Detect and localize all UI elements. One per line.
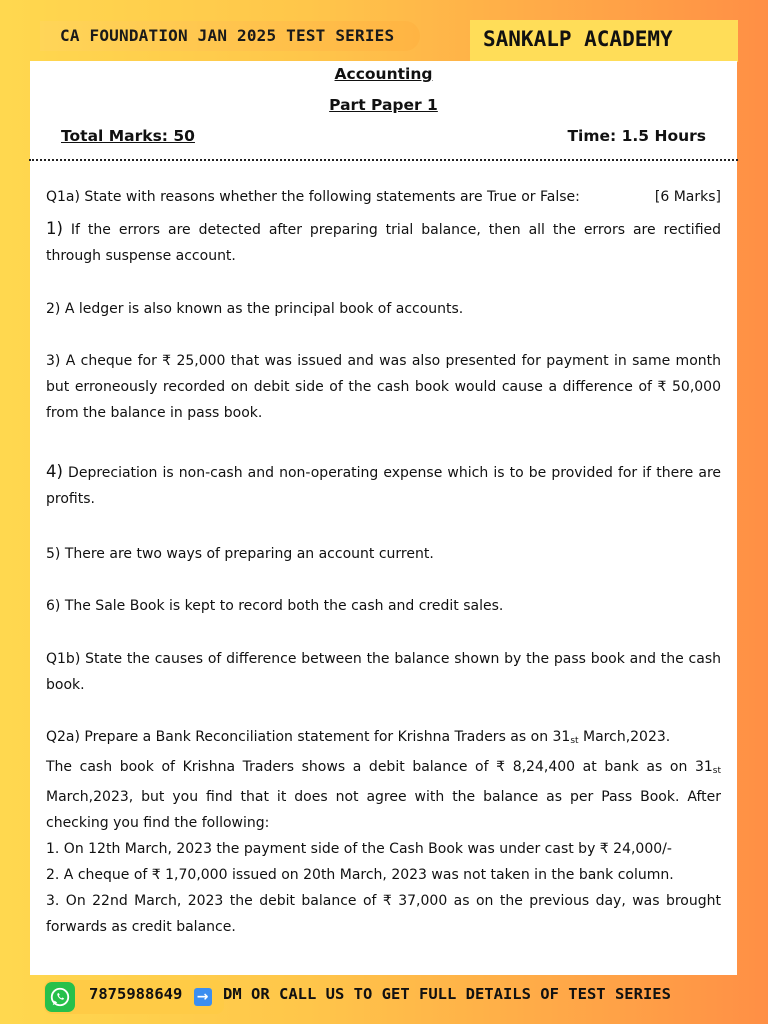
whatsapp-icon[interactable]: [45, 982, 75, 1012]
q1a-marks: [6 Marks]: [654, 189, 721, 205]
footer-message: DM OR CALL US TO GET FULL DETAILS OF TEST SERIES: [223, 985, 671, 1003]
question-paper: [30, 61, 737, 975]
statement-1-number: 1): [46, 219, 63, 238]
total-marks: Total Marks: 50: [61, 127, 195, 145]
q1a-heading-row: [46, 184, 721, 210]
statement-4-number: 4): [46, 462, 63, 481]
statement-4-text: Depreciation is non-cash and non-operating expense which is to be provided for if there are profits.: [46, 465, 722, 507]
q1a-heading: Q1a) State with reasons whether the following statements are True or False:: [46, 189, 580, 205]
series-title: CA FOUNDATION JAN 2025 TEST SERIES: [60, 26, 395, 45]
q2a-item-3: 3. On 22nd March, 2023 the debit balance of ₹ 37,000 as on the previous day, was brought forwards as credit balance.: [46, 893, 721, 935]
statement-4: [46, 459, 721, 512]
q2a-heading: Q2a) Prepare a Bank Reconciliation statement for Krishna Traders as on 31st March,2023.: [46, 729, 671, 746]
phone-number[interactable]: 7875988649: [89, 985, 183, 1003]
statement-5: 5) There are two ways of preparing an account current.: [46, 546, 434, 562]
statement-1-text: If the errors are detected after preparing trial balance, then all the errors are rectified through suspense account.: [46, 222, 722, 264]
right-arrow-icon: →: [194, 988, 212, 1006]
q1b-question: Q1b) State the causes of difference between the balance shown by the pass book and the cash book.: [46, 651, 721, 693]
statement-6: 6) The Sale Book is kept to record both the cash and credit sales.: [46, 598, 504, 614]
q2a-question: [46, 724, 721, 940]
part-title: Part Paper 1: [329, 96, 438, 114]
subject-title: Accounting: [334, 65, 433, 83]
q2a-item-1: 1. On 12th March, 2023 the payment side of the Cash Book was under cast by ₹ 24,000/-: [46, 841, 672, 857]
q2a-item-2: 2. A cheque of ₹ 1,70,000 issued on 20th March, 2023 was not taken in the bank column.: [46, 867, 674, 883]
statement-3: 3) A cheque for ₹ 25,000 that was issued and was also presented for payment in same month but erroneously recorded on debit side of the cash book would cause a difference of ₹ 50,000 from the balance in pass book.: [46, 353, 721, 421]
time-duration: Time: 1.5 Hours: [567, 127, 706, 145]
q2a-intro: The cash book of Krishna Traders shows a debit balance of ₹ 8,24,400 at bank as on 31st March,2023, but you find that it does not agree with the balance as per Pass Book. After checking you find the following:: [46, 759, 721, 831]
statement-2: 2) A ledger is also known as the principal book of accounts.: [46, 301, 464, 317]
dotted-divider: [29, 159, 738, 161]
footer-contact: [89, 985, 671, 1006]
statement-1: [46, 216, 721, 269]
academy-name: SANKALP ACADEMY: [483, 27, 673, 51]
